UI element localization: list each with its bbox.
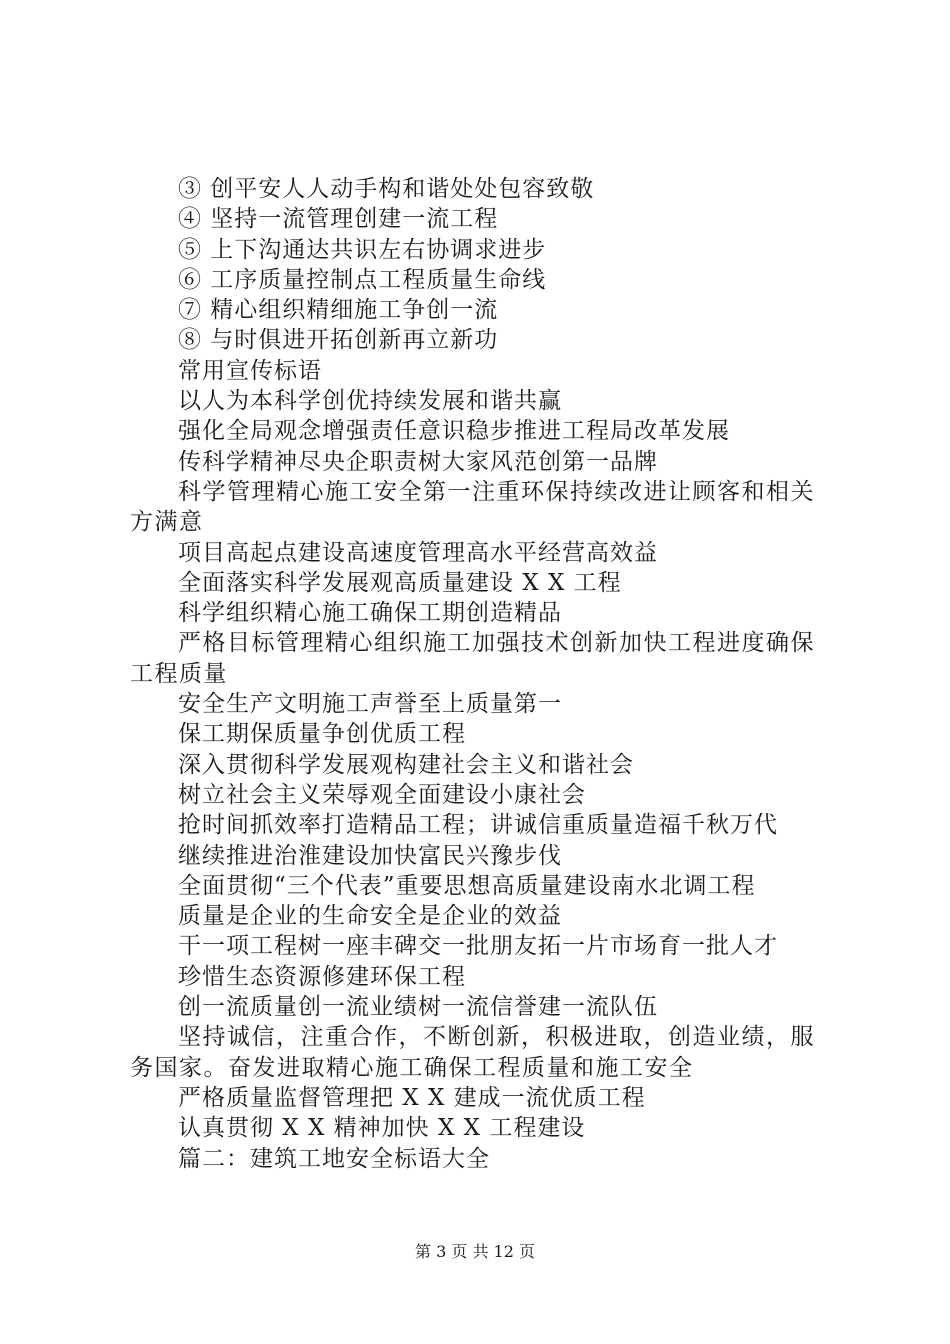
slogan-line: 以人为本科学创优持续发展和谐共赢 (178, 388, 562, 415)
slogan-line: ⑧ 与时俱进开拓创新再立新功 (178, 327, 499, 354)
page-number-footer: 第 3 页 共 12 页 (415, 1242, 535, 1261)
slogan-line: ③ 创平安人人动手构和谐处处包容致敬 (178, 176, 595, 202)
slogan-line: ④ 坚持一流管理创建一流工程 (178, 206, 499, 233)
slogan-line: 继续推进治淮建设加快富民兴豫步伐 (178, 842, 562, 869)
slogan-line: 珍惜生态资源修建环保工程 (178, 963, 466, 990)
slogan-line: 全面贯彻“三个代表”重要思想高质量建设南水北调工程 (178, 872, 756, 899)
section-heading: 篇二：建筑工地安全标语大全 (178, 1145, 490, 1172)
slogan-line: 质量是企业的生命安全是企业的效益 (178, 903, 562, 930)
slogan-line: 严格质量监督管理把 X X 建成一流优质工程 (178, 1084, 646, 1111)
section-heading: 常用宣传标语 (178, 357, 322, 384)
slogan-line: 抢时间抓效率打造精品工程；讲诚信重质量造福千秋万代 (178, 812, 778, 839)
slogan-line: 科学管理精心施工安全第一注重环保持续改进让顾客和相关方满意 (130, 478, 815, 536)
slogan-line: ⑤ 上下沟通达共识左右协调求进步 (178, 236, 547, 263)
slogan-line: 严格目标管理精心组织施工加强技术创新加快工程进度确保工程质量 (130, 630, 815, 687)
slogan-line: 创一流质量创一流业绩树一流信誉建一流队伍 (178, 994, 658, 1021)
slogan-line: 强化全局观念增强责任意识稳步推进工程局改革发展 (178, 418, 730, 445)
slogan-line: 全面落实科学发展观高质量建设 X X 工程 (178, 569, 622, 596)
slogan-line: 保工期保质量争创优质工程 (178, 721, 466, 748)
slogan-line: ⑥ 工序质量控制点工程质量生命线 (178, 266, 547, 293)
slogan-line: 树立社会主义荣辱观全面建设小康社会 (178, 781, 586, 808)
slogan-line: 安全生产文明施工声誉至上质量第一 (178, 691, 562, 718)
slogan-line: 项目高起点建设高速度管理高水平经营高效益 (178, 539, 658, 566)
slogan-line: 传科学精神尽央企职责树大家风范创第一品牌 (178, 448, 658, 475)
slogan-line: ⑦ 精心组织精细施工争创一流 (178, 297, 499, 324)
slogan-line: 坚持诚信，注重合作，不断创新，积极进取，创造业绩，服务国家。奋发进取精心施工确保工程质量和施工安全 (130, 1024, 815, 1081)
slogan-line: 认真贯彻 X X 精神加快 X X 工程建设 (178, 1115, 586, 1142)
slogan-line: 科学组织精心施工确保工期创造精品 (178, 600, 562, 627)
document-body (130, 174, 830, 1174)
slogan-line: 深入贯彻科学发展观构建社会主义和谐社会 (178, 751, 634, 778)
slogan-line: 干一项工程树一座丰碑交一批朋友拓一片市场育一批人才 (178, 933, 778, 960)
